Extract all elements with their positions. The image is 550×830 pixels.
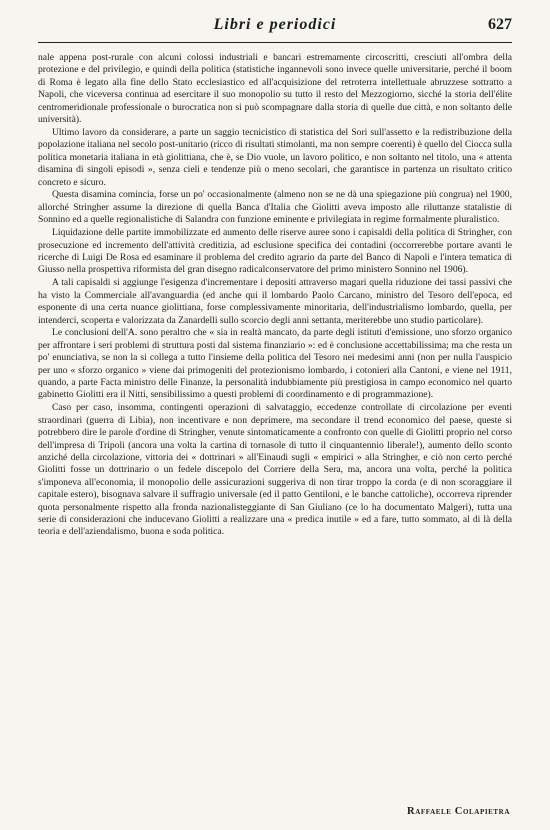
paragraph: A tali capisaldi si aggiunge l'esigenza d'incrementare i depositi attraverso magari quella riduzione dei tassi passivi che ha visto la Commerciale all'avanguardia (ed anche qui il lombardo Paolo Carcano, ministro del Tesoro dell'epoca, ed esponente di una certa nuance giolittiana, forse complessivamente minoritaria, dell'industrialismo lombardo, quella, per intenderci, scoperta e valorizzata da Zanardelli sullo scorcio degli anni settanta, meriterebbe uno studio particolare).: [38, 277, 512, 326]
paragraph: Liquidazione delle partite immobilizzate ed aumento delle riserve auree sono i capisaldi della politica di Stringher, con prosecuzione ed incremento dell'attività creditizia, ad esclusione specifica dei contadini (occorrerebbe portare avanti le ricerche di Luigi De Rosa ed esaminare il problema del credito agrario da parte del Banco di Napoli e l'intera tematica di Giusso nella prospettiva riformista del gran disegno radicalconservatore del primo ministero Sonnino nel 1906).: [38, 227, 512, 276]
article-body: [38, 52, 512, 539]
author-signature: Raffaele Colapietra: [407, 806, 510, 817]
paragraph: Caso per caso, insomma, contingenti operazioni di salvataggio, eccedenze controllate di circolazione per eventi straordinari (guerra di Libia), non incentivare e non deprimere, ma secondare il trend economico del paese, queste si potrebbero dire le parole d'ordine di Stringher, venute sintomaticamente a confronto con quelle di Giolitti proprio nel corso dell'impresa di Tripoli (ancora una volta la cartina di tornasole di tutto il cinquantennio liberale!), aumento dello sconto anziché della circolazione, vittoria dei « dottrinari » all'Einaudi sugli « empirici » alla Stringher, e ciò non certo perché Giolitti fosse un dottrinario o un fedele discepolo del Corriere della Sera, ma, ancora una volta, perché la politica s'imponeva all'economia, il monopolio delle assicurazioni suggeriva di non tirar troppo la corda (e di non scoraggiare il capitale estero), bisognava salvare il suffragio universale (ed il patto Gentiloni, e le banche cattoliche), occorreva riprender quota personalmente rispetto alla fronda nazionalisteggiante di San Giuliano (ce lo ha documentato Malgeri), tutta una serie di considerazioni che inducevano Giolitti a realizzare una « predica inutile » ed a fare, tutto sommato, al di là della teoria e dell'aziendalismo, buona e soda politica.: [38, 402, 512, 538]
paragraph: nale appena post-rurale con alcuni colossi industriali e bancari estremamente circoscritti, cresciuti all'ombra della protezione e del privilegio, e quindi della politica (statistiche ingannevoli sono invece quelle universitarie, perché il boom di Roma è legato alla fine dello Stato ecclesiastico ed all'acquisizione del retroterra intellettuale abruzzese sottratto a Napoli, che viceversa continua ad esercitare il suo monopolio su tutto il resto del Mezzogiorno, sicché la storia dell'élite centromeridionale professionale o burocratica non si può scompagnare dalla storia di quelle due città, e non soltanto delle università).: [38, 52, 512, 126]
paragraph: Le conclusioni dell'A. sono peraltro che « sia in realtà mancato, da parte degli istituti d'emissione, uno sforzo organico per affrontare i seri problemi di struttura posti dal sistema finanziario »: ed è conclusione accettabilissima; ma che resta un po' enunciativa, se non la si collega a tutto l'insieme della politica del Tesoro nei medesimi anni (non per nulla l'auspicio per uno « sforzo organico » viene dai primogeniti del protezionismo lombardo, i cotonieri alla Cantoni, e viene nel 1911, quando, a parte Facta ministro delle Finanze, la personalità indubbiamente più prestigiosa in campo economico nel quarto gabinetto Giolitti era il Nitti, sensibilissimo a questi problemi di coordinamento e di programmazione).: [38, 327, 512, 401]
paragraph: Ultimo lavoro da considerare, a parte un saggio tecnicistico di statistica del Sori sull'assetto e la redistribuzione della popolazione italiana nel secolo post-unitario (ricco di risultati stimolanti, ma non sempre coerenti) è quello del Ciocca sulla politica monetaria italiana in età giolittiana, che è, se Dio vuole, un lavoro politico, e non soltanto nel titolo, una « attenta disamina di singoli episodi », senza cieli e tendenze più o meno secolari, che garantisce in partenza un risultato critico concreto e sicuro.: [38, 126, 512, 188]
running-header: [38, 16, 512, 43]
paragraph: Questa disamina comincia, forse un po' occasionalmente (almeno non se ne dà una spiegazione più congrua) nel 1900, allorché Stringher assume la direzione di quella Banca d'Italia che Giolitti aveva imposto alle riluttanze statalistie di Sonnino ed a quelle regionalistiche di Salandra con funzione eminente e privilegiata in regime formalmente pluralistico.: [38, 189, 512, 226]
page-number: 627: [488, 16, 512, 33]
running-title: Libri e periodici: [213, 16, 337, 33]
